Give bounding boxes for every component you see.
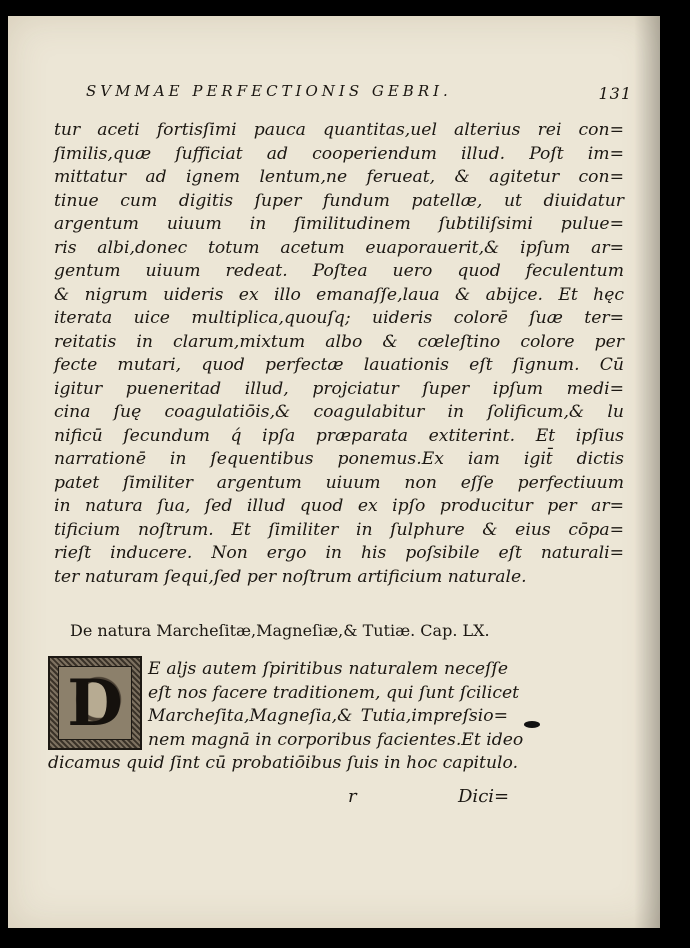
text-line: gentum uiuum redeat. Poſtea uero quod feculentum [54, 261, 624, 281]
text-line: argentum uiuum in ſimilitudinem ſubtiliſsimi pulue= [54, 214, 624, 234]
text-line: tur aceti fortisſimi pauca quantitas,uel alterius rei con= [54, 120, 624, 140]
text-line: narrationē in ſequentibus ponemus.Ex iam igit̄ dictis [54, 449, 624, 469]
book-page [8, 16, 660, 928]
text-line: reitatis in clarum,mixtum albo & cœleſtino colore per [54, 331, 624, 352]
text-line: mittatur ad ignem lentum,ne ferueat, & agitetur con= [54, 167, 624, 187]
text-line: fecte mutari, quod perfectæ lauationis eſt ſignum. Cū [54, 355, 624, 375]
chapter-text-full [48, 752, 519, 776]
running-title: SVMMAE PERFECTIONIS GEBRI. [86, 82, 452, 100]
text-line: rieſt inducere. Non ergo in his poſsibile eſt naturali= [54, 543, 624, 563]
ink-blot [524, 721, 540, 728]
text-line: in natura ſua, ſed illud quod ex ipſo producitur per ar= [54, 496, 624, 516]
decorated-initial-icon [48, 656, 142, 750]
text-line: cina ſuę coagulatiōis,& coagulabitur in ſolificum,& lu [54, 402, 624, 422]
text-line: igitur pueneritad illud, projciatur ſuper ipſum medi= [54, 378, 624, 399]
text-line: dicamus quid ſint cū probatiōibus ſuis in hoc capitulo. [48, 753, 519, 773]
text-line: nificū ſecundum q́ ipſa præparata extiterint. Et ipſius [54, 425, 624, 446]
text-line: Marcheſita,Magneſia,& Tutia,impreſsio= [148, 706, 508, 726]
text-line: ſimilis,quæ ſufficiat ad cooperiendum illud. Poſt im= [54, 143, 624, 164]
text-line: iterata uice multiplica,quouſq; uideris colorē ſuæ ter= [54, 308, 624, 328]
signature-mark: r [348, 786, 357, 807]
catchword: Dici= [458, 786, 510, 807]
text-line: patet ſimiliter argentum uiuum non eſſe perfectiuum [54, 472, 624, 493]
text-line: ter naturam ſequi,ſed per noſtrum artificium naturale. [54, 566, 527, 587]
text-line: & nigrum uideris ex illo emanaſſe,laua & abijce. Et hęc [54, 284, 624, 305]
main-text-block [54, 119, 624, 589]
folio-number: 131 [598, 84, 632, 103]
text-line: tificium noſtrum. Et ſimiliter in ſulphure & eius cōpa= [54, 519, 624, 540]
running-header [86, 82, 646, 103]
text-line: tinue cum digitis ſuper fundum patellæ, ut diuidatur [54, 190, 624, 211]
text-line: nem magnā in corporibus facientes.Et ideo [148, 729, 524, 750]
initial-letter: D [67, 665, 123, 741]
chapter-text-indented [148, 658, 524, 752]
text-line: E aljs autem ſpiritibus naturalem neceſſe [148, 659, 508, 679]
text-line: ris albi,donec totum acetum euaporauerit,& ipſum ar= [54, 237, 624, 258]
text-line: eſt nos facere traditionem, qui ſunt ſcilicet [148, 682, 520, 703]
chapter-heading: De natura Marcheſitæ,Magneſiæ,& Tutiæ. Cap. LX. [70, 621, 490, 640]
